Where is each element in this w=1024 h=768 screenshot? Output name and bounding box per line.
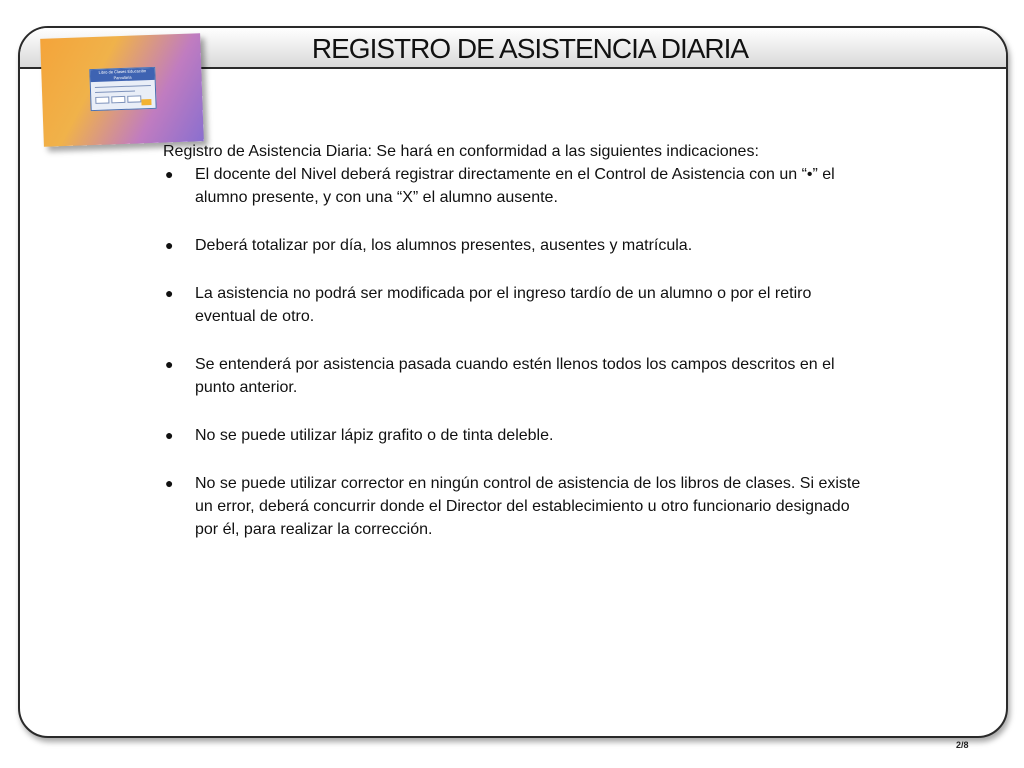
intro-text: Registro de Asistencia Diaria: Se hará en conformidad a las siguientes indicaciones: xyxy=(163,143,759,160)
bullet-icon: ● xyxy=(165,237,174,253)
slide-content xyxy=(163,140,873,566)
book-label-line xyxy=(95,85,151,88)
list-item xyxy=(163,163,873,209)
rule-text: El docente del Nivel deberá registrar directamente en el Control de Asistencia con un “•” el alumno presente, y con una “X” el alumno ausente. xyxy=(195,166,835,206)
list-item xyxy=(163,424,873,447)
list-item xyxy=(163,282,873,328)
bullet-icon: ● xyxy=(165,166,174,182)
page-number: 2/8 xyxy=(956,740,969,750)
bullet-icon: ● xyxy=(165,356,174,372)
bullet-icon: ● xyxy=(165,285,174,301)
list-item xyxy=(163,472,873,541)
book-label-box xyxy=(127,95,141,102)
rule-text: Se entenderá por asistencia pasada cuando estén llenos todos los campos descritos en el punto anterior. xyxy=(195,356,835,396)
rule-text: Deberá totalizar por día, los alumnos presentes, ausentes y matrícula. xyxy=(195,237,693,254)
book-label-box xyxy=(111,96,125,103)
class-book-image xyxy=(40,33,204,147)
book-logo-icon xyxy=(141,99,151,105)
list-item xyxy=(163,353,873,399)
page-title: REGISTRO DE ASISTENCIA DIARIA xyxy=(311,33,749,64)
list-item xyxy=(163,234,873,257)
book-label-heading: Libro de Clases Educación Parvularia xyxy=(90,68,154,82)
book-label-box xyxy=(95,96,109,103)
rule-text: La asistencia no podrá ser modificada por el ingreso tardío de un alumno o por el retiro eventual de otro. xyxy=(195,285,812,325)
rule-text: No se puede utilizar lápiz grafito o de tinta deleble. xyxy=(195,427,554,444)
book-label-line xyxy=(95,91,135,93)
rules-list xyxy=(163,163,873,541)
bullet-icon: ● xyxy=(165,427,174,443)
book-label-card xyxy=(89,67,156,111)
rule-text: No se puede utilizar corrector en ningún control de asistencia de los libros de clases. Si existe un error, deberá concurrir donde el Director del establecimiento u otro funcionario designado por él, para realizar la corrección. xyxy=(195,475,861,538)
bullet-icon: ● xyxy=(165,475,174,491)
